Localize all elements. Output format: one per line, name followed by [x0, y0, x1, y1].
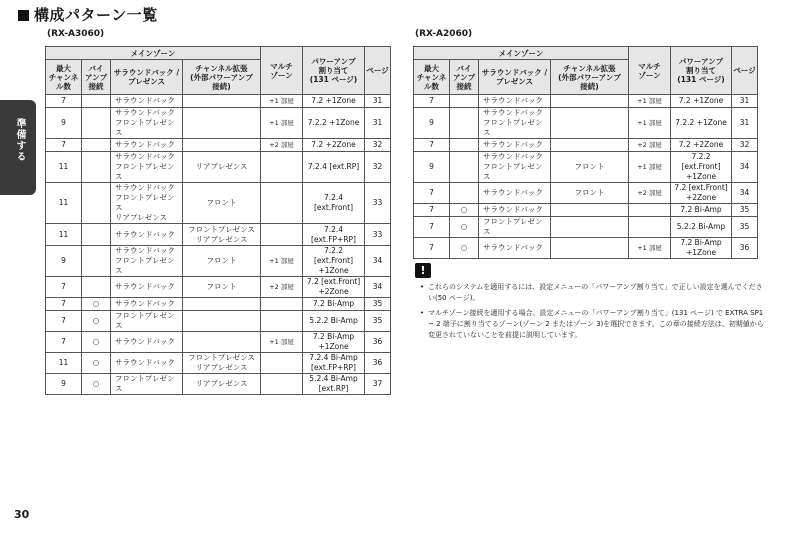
- max-channels-header: 最大 チャンネル数: [46, 60, 82, 95]
- page-cell: 31: [732, 95, 758, 108]
- page-number: 30: [14, 508, 30, 521]
- table-row: [46, 95, 391, 108]
- page-cell: 34: [732, 152, 758, 183]
- channel-expansion-cell: フロント: [551, 152, 629, 183]
- table-row: [414, 95, 758, 108]
- page-cell: 34: [365, 277, 391, 298]
- page-title: [18, 4, 158, 25]
- config-table-rx-a3060: [45, 46, 391, 395]
- table-header: [46, 47, 391, 95]
- table-header: [414, 47, 758, 95]
- channel-expansion-cell: [183, 139, 261, 152]
- power-amp-assign-cell: 7.2.2 +1Zone: [303, 108, 365, 139]
- multi-zone-cell: [261, 224, 303, 246]
- config-table-rx-a2060: [413, 46, 758, 259]
- surround-back-header: サラウンドバック / プレゼンス: [111, 60, 183, 95]
- page-cell: 31: [365, 95, 391, 108]
- attention-icon: !: [415, 263, 431, 278]
- max-channels-cell: 7: [414, 238, 450, 259]
- table-row: [414, 217, 758, 238]
- power-amp-assign-cell: 7.2 [ext.Front] +2Zone: [671, 183, 732, 204]
- page-cell: 34: [732, 183, 758, 204]
- bi-amp-cell: [82, 277, 111, 298]
- square-bullet-icon: [18, 10, 29, 21]
- table-row: [414, 183, 758, 204]
- max-channels-cell: 11: [46, 183, 82, 224]
- surround-back-cell: サラウンドバック: [111, 95, 183, 108]
- channel-expansion-cell: [183, 108, 261, 139]
- surround-back-cell: サラウンドバック: [111, 332, 183, 353]
- page-cell: 34: [365, 246, 391, 277]
- surround-back-cell: サラウンドバック: [479, 183, 551, 204]
- multi-zone-cell: [261, 152, 303, 183]
- multi-zone-cell: [629, 217, 671, 238]
- max-channels-cell: 9: [414, 108, 450, 139]
- bi-amp-header: バイ アンプ 接続: [450, 60, 479, 95]
- channel-expansion-cell: [551, 139, 629, 152]
- channel-expansion-cell: フロントプレゼンス リアプレゼンス: [183, 353, 261, 374]
- channel-expansion-cell: [551, 95, 629, 108]
- table-row: [414, 139, 758, 152]
- surround-back-cell: サラウンドバック フロントプレゼンス: [479, 152, 551, 183]
- power-amp-assign-cell: 5.2.2 Bi-Amp: [671, 217, 732, 238]
- max-channels-header: 最大 チャンネル数: [414, 60, 450, 95]
- page-cell: 31: [365, 108, 391, 139]
- bi-amp-cell: [450, 95, 479, 108]
- page-cell: 37: [365, 374, 391, 395]
- table-row: [46, 332, 391, 353]
- power-amp-assign-header: パワーアンプ 割り当て (131 ページ): [303, 47, 365, 95]
- max-channels-cell: 7: [414, 217, 450, 238]
- table-row: [46, 152, 391, 183]
- multi-zone-cell: +1 部屋: [629, 152, 671, 183]
- main-zone-header: メインゾーン: [414, 47, 629, 60]
- table-row: [46, 139, 391, 152]
- channel-expansion-cell: [183, 95, 261, 108]
- page-cell: 31: [732, 108, 758, 139]
- power-amp-assign-cell: 7.2 +1Zone: [671, 95, 732, 108]
- multi-zone-cell: [629, 204, 671, 217]
- channel-expansion-cell: リアプレゼンス: [183, 152, 261, 183]
- power-amp-assign-cell: 7.2 [ext.Front] +2Zone: [303, 277, 365, 298]
- max-channels-cell: 7: [46, 311, 82, 332]
- table-row: [46, 108, 391, 139]
- power-amp-assign-cell: 7.2 Bi-Amp +1Zone: [303, 332, 365, 353]
- multi-zone-cell: +2 部屋: [629, 183, 671, 204]
- multi-zone-cell: +1 部屋: [629, 95, 671, 108]
- power-amp-assign-header: パワーアンプ 割り当て (131 ページ): [671, 47, 732, 95]
- note-item: • これらのシステムを適用するには、設定メニューの「パワーアンプ割り当て」で正しい設定を選んでください(50 ページ)。: [420, 282, 765, 304]
- bi-amp-cell: ○: [82, 311, 111, 332]
- bi-amp-cell: ○: [82, 374, 111, 395]
- table-row: [414, 238, 758, 259]
- bi-amp-cell: ○: [82, 332, 111, 353]
- max-channels-cell: 9: [46, 374, 82, 395]
- page-cell: 35: [365, 298, 391, 311]
- channel-expansion-cell: [551, 204, 629, 217]
- bi-amp-cell: ○: [450, 204, 479, 217]
- max-channels-cell: 11: [46, 152, 82, 183]
- power-amp-assign-cell: 7.2.2 +1Zone: [671, 108, 732, 139]
- power-amp-assign-cell: 5.2.2 Bi-Amp: [303, 311, 365, 332]
- max-channels-cell: 9: [46, 108, 82, 139]
- table-row: [414, 204, 758, 217]
- surround-back-cell: サラウンドバック: [479, 139, 551, 152]
- multi-zone-cell: +2 部屋: [261, 277, 303, 298]
- power-amp-assign-cell: 7.2.2 [ext.Front] +1Zone: [671, 152, 732, 183]
- surround-back-cell: サラウンドバック フロントプレゼンス: [479, 108, 551, 139]
- bi-amp-header: バイ アンプ 接続: [82, 60, 111, 95]
- surround-back-cell: サラウンドバック フロントプレゼンス: [111, 246, 183, 277]
- bi-amp-cell: ○: [450, 238, 479, 259]
- page-cell: 33: [365, 224, 391, 246]
- max-channels-cell: 7: [46, 95, 82, 108]
- multi-zone-cell: +1 部屋: [261, 95, 303, 108]
- bi-amp-cell: ○: [82, 298, 111, 311]
- power-amp-assign-cell: 7.2 +1Zone: [303, 95, 365, 108]
- model-label-right: (RX-A2060): [415, 29, 473, 39]
- channel-expansion-cell: フロントプレゼンス リアプレゼンス: [183, 224, 261, 246]
- channel-expansion-cell: [551, 217, 629, 238]
- multi-zone-cell: [261, 353, 303, 374]
- surround-back-cell: サラウンドバック: [479, 95, 551, 108]
- power-amp-assign-cell: 7.2 +2Zone: [303, 139, 365, 152]
- surround-back-cell: サラウンドバック フロントプレゼンス リアプレゼンス: [111, 183, 183, 224]
- power-amp-assign-cell: 7.2.4 Bi-Amp [ext.FP+RP]: [303, 353, 365, 374]
- multi-zone-cell: +1 部屋: [261, 246, 303, 277]
- power-amp-assign-cell: 7.2.4 [ext.Front]: [303, 183, 365, 224]
- multi-zone-cell: [261, 298, 303, 311]
- surround-back-cell: フロントプレゼンス: [111, 311, 183, 332]
- multi-zone-cell: [261, 311, 303, 332]
- surround-back-cell: サラウンドバック: [111, 139, 183, 152]
- surround-back-cell: フロントプレゼンス: [479, 217, 551, 238]
- multi-zone-header: マルチ ゾーン: [629, 47, 671, 95]
- bi-amp-cell: [82, 246, 111, 277]
- power-amp-assign-cell: 7.2 Bi-Amp +1Zone: [671, 238, 732, 259]
- surround-back-cell: サラウンドバック: [111, 224, 183, 246]
- bi-amp-cell: [82, 108, 111, 139]
- channel-expansion-cell: リアプレゼンス: [183, 374, 261, 395]
- power-amp-assign-cell: 7.2 Bi-Amp: [671, 204, 732, 217]
- channel-expansion-cell: [183, 298, 261, 311]
- multi-zone-cell: +2 部屋: [261, 139, 303, 152]
- table-row: [46, 183, 391, 224]
- table-row: [46, 246, 391, 277]
- surround-back-cell: サラウンドバック: [479, 204, 551, 217]
- multi-zone-cell: +2 部屋: [629, 139, 671, 152]
- power-amp-assign-cell: 7.2 +2Zone: [671, 139, 732, 152]
- note-item: • マルチゾーン接続を適用する場合、設定メニューの「パワーアンプ割り当て」(131 ページ) で EXTRA SP1 ~ 2 端子に割り当てるゾーン(ゾーン 2 またはゾーン 3)を選択できます。この章の接続方法は、初期値から変更されていないことを前提に説明しています。: [420, 308, 765, 341]
- multi-zone-cell: +1 部屋: [261, 332, 303, 353]
- max-channels-cell: 9: [46, 246, 82, 277]
- max-channels-cell: 7: [46, 332, 82, 353]
- table-row: [414, 152, 758, 183]
- channel-expansion-cell: [183, 311, 261, 332]
- side-tab-label: 準備する: [14, 118, 25, 162]
- surround-back-cell: サラウンドバック: [479, 238, 551, 259]
- power-amp-assign-cell: 5.2.4 Bi-Amp [ext.RP]: [303, 374, 365, 395]
- max-channels-cell: 7: [46, 139, 82, 152]
- surround-back-cell: サラウンドバック フロントプレゼンス: [111, 152, 183, 183]
- multi-zone-cell: [261, 183, 303, 224]
- main-zone-header: メインゾーン: [46, 47, 261, 60]
- bi-amp-cell: ○: [450, 217, 479, 238]
- table-row: [46, 298, 391, 311]
- notes-list: [420, 282, 765, 345]
- table-body: [414, 95, 758, 259]
- page-header: ページ: [365, 47, 391, 95]
- power-amp-assign-cell: 7.2.4 [ext.FP+RP]: [303, 224, 365, 246]
- channel-expansion-cell: [551, 108, 629, 139]
- page-cell: 35: [732, 204, 758, 217]
- table-row: [46, 311, 391, 332]
- page-cell: 36: [732, 238, 758, 259]
- channel-expansion-cell: フロント: [183, 277, 261, 298]
- max-channels-cell: 11: [46, 224, 82, 246]
- surround-back-cell: フロントプレゼンス: [111, 374, 183, 395]
- channel-expansion-header: チャンネル拡張 (外部パワーアンプ 接続): [551, 60, 629, 95]
- max-channels-cell: 7: [414, 95, 450, 108]
- max-channels-cell: 9: [414, 152, 450, 183]
- multi-zone-cell: +1 部屋: [629, 108, 671, 139]
- surround-back-cell: サラウンドバック フロントプレゼンス: [111, 108, 183, 139]
- multi-zone-cell: [261, 374, 303, 395]
- power-amp-assign-cell: 7.2.4 [ext.RP]: [303, 152, 365, 183]
- page-cell: 36: [365, 332, 391, 353]
- surround-back-cell: サラウンドバック: [111, 277, 183, 298]
- multi-zone-cell: +1 部屋: [261, 108, 303, 139]
- page-cell: 35: [732, 217, 758, 238]
- table-row: [46, 353, 391, 374]
- bi-amp-cell: ○: [82, 353, 111, 374]
- table-row: [46, 277, 391, 298]
- bi-amp-cell: [82, 183, 111, 224]
- page-header: ページ: [732, 47, 758, 95]
- surround-back-cell: サラウンドバック: [111, 298, 183, 311]
- page-cell: 32: [365, 139, 391, 152]
- max-channels-cell: 7: [46, 277, 82, 298]
- page-cell: 36: [365, 353, 391, 374]
- max-channels-cell: 7: [414, 183, 450, 204]
- page-title-text: 構成パターン一覧: [34, 6, 158, 24]
- channel-expansion-header: チャンネル拡張 (外部パワーアンプ 接続): [183, 60, 261, 95]
- max-channels-cell: 11: [46, 353, 82, 374]
- max-channels-cell: 7: [414, 204, 450, 217]
- table-row: [46, 224, 391, 246]
- multi-zone-cell: +1 部屋: [629, 238, 671, 259]
- bi-amp-cell: [82, 152, 111, 183]
- channel-expansion-cell: フロント: [183, 183, 261, 224]
- page-cell: 32: [365, 152, 391, 183]
- channel-expansion-cell: フロント: [551, 183, 629, 204]
- bi-amp-cell: [82, 95, 111, 108]
- bi-amp-cell: [82, 139, 111, 152]
- max-channels-cell: 7: [414, 139, 450, 152]
- table-row: [46, 374, 391, 395]
- bi-amp-cell: [450, 183, 479, 204]
- page-cell: 35: [365, 311, 391, 332]
- side-tab: [0, 100, 36, 195]
- surround-back-header: サラウンドバック / プレゼンス: [479, 60, 551, 95]
- bi-amp-cell: [82, 224, 111, 246]
- multi-zone-header: マルチ ゾーン: [261, 47, 303, 95]
- page-cell: 33: [365, 183, 391, 224]
- page-cell: 32: [732, 139, 758, 152]
- channel-expansion-cell: [551, 238, 629, 259]
- channel-expansion-cell: [183, 332, 261, 353]
- channel-expansion-cell: フロント: [183, 246, 261, 277]
- max-channels-cell: 7: [46, 298, 82, 311]
- bi-amp-cell: [450, 139, 479, 152]
- bi-amp-cell: [450, 152, 479, 183]
- model-label-left: (RX-A3060): [47, 29, 105, 39]
- table-body: [46, 95, 391, 395]
- bi-amp-cell: [450, 108, 479, 139]
- surround-back-cell: サラウンドバック: [111, 353, 183, 374]
- power-amp-assign-cell: 7.2.2 [ext.Front] +1Zone: [303, 246, 365, 277]
- power-amp-assign-cell: 7.2 Bi-Amp: [303, 298, 365, 311]
- table-row: [414, 108, 758, 139]
